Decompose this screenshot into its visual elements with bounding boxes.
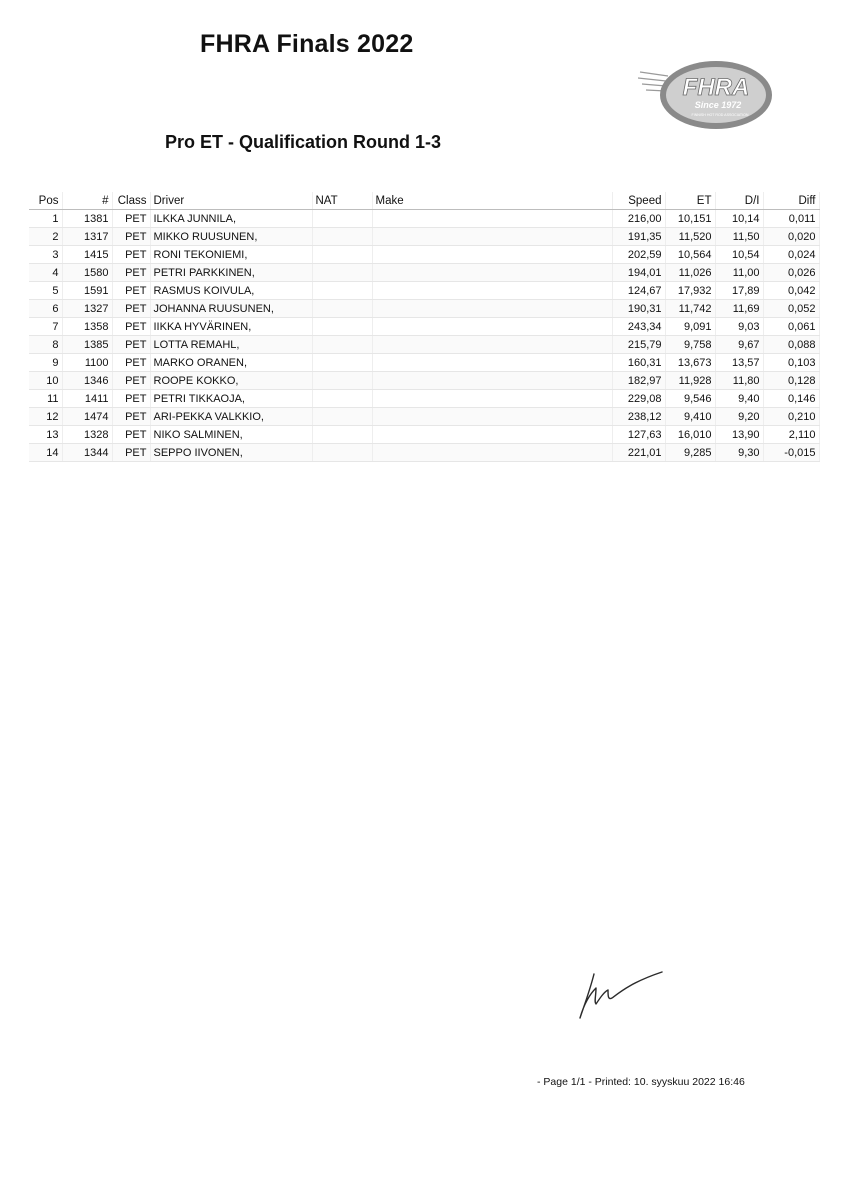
cell-driver: JOHANNA RUUSUNEN, [150, 300, 312, 318]
cell-make [372, 372, 612, 390]
fhra-logo-graphic [638, 58, 774, 132]
cell-driver: PETRI PARKKINEN, [150, 264, 312, 282]
cell-driver: LOTTA REMAHL, [150, 336, 312, 354]
cell-number: 1358 [62, 318, 112, 336]
cell-driver: SEPPO IIVONEN, [150, 444, 312, 462]
cell-di: 13,90 [715, 426, 763, 444]
cell-pos: 2 [29, 228, 62, 246]
cell-di: 13,57 [715, 354, 763, 372]
cell-pos: 14 [29, 444, 62, 462]
cell-pos: 8 [29, 336, 62, 354]
cell-diff: 0,024 [763, 246, 819, 264]
table-row [29, 390, 819, 408]
cell-class: PET [112, 318, 150, 336]
cell-nat [312, 318, 372, 336]
cell-pos: 13 [29, 426, 62, 444]
cell-pos: 5 [29, 282, 62, 300]
cell-make [372, 336, 612, 354]
cell-di: 11,69 [715, 300, 763, 318]
cell-class: PET [112, 246, 150, 264]
column-header-speed: Speed [612, 192, 665, 210]
cell-nat [312, 426, 372, 444]
cell-diff: 0,020 [763, 228, 819, 246]
results-table-body [29, 210, 819, 462]
cell-diff: 0,042 [763, 282, 819, 300]
table-row [29, 444, 819, 462]
table-row [29, 408, 819, 426]
cell-make [372, 408, 612, 426]
cell-et: 11,928 [665, 372, 715, 390]
cell-speed: 194,01 [612, 264, 665, 282]
column-header-diff: Diff [763, 192, 819, 210]
cell-speed: 221,01 [612, 444, 665, 462]
cell-nat [312, 354, 372, 372]
cell-driver: RASMUS KOIVULA, [150, 282, 312, 300]
cell-et: 11,742 [665, 300, 715, 318]
cell-diff: 0,128 [763, 372, 819, 390]
cell-driver: IIKKA HYVÄRINEN, [150, 318, 312, 336]
cell-driver: MARKO ORANEN, [150, 354, 312, 372]
cell-driver: ROOPE KOKKO, [150, 372, 312, 390]
cell-di: 9,40 [715, 390, 763, 408]
cell-diff: 0,146 [763, 390, 819, 408]
cell-nat [312, 210, 372, 228]
column-header-di: D/I [715, 192, 763, 210]
cell-nat [312, 300, 372, 318]
cell-pos: 4 [29, 264, 62, 282]
cell-pos: 3 [29, 246, 62, 264]
table-header-row [29, 192, 819, 210]
cell-class: PET [112, 426, 150, 444]
cell-et: 13,673 [665, 354, 715, 372]
cell-make [372, 300, 612, 318]
cell-make [372, 210, 612, 228]
cell-class: PET [112, 372, 150, 390]
table-row [29, 228, 819, 246]
cell-speed: 190,31 [612, 300, 665, 318]
cell-diff: 0,061 [763, 318, 819, 336]
cell-make [372, 246, 612, 264]
cell-et: 9,285 [665, 444, 715, 462]
table-row [29, 426, 819, 444]
cell-class: PET [112, 408, 150, 426]
cell-class: PET [112, 444, 150, 462]
cell-class: PET [112, 228, 150, 246]
cell-diff: 0,210 [763, 408, 819, 426]
cell-class: PET [112, 336, 150, 354]
cell-diff: 0,088 [763, 336, 819, 354]
table-row [29, 336, 819, 354]
cell-nat [312, 246, 372, 264]
logo-since-text: Since 1972 [694, 100, 742, 110]
cell-nat [312, 444, 372, 462]
cell-diff: 0,026 [763, 264, 819, 282]
cell-number: 1591 [62, 282, 112, 300]
cell-make [372, 426, 612, 444]
signature-graphic [574, 962, 670, 1026]
cell-speed: 243,34 [612, 318, 665, 336]
column-header-et: ET [665, 192, 715, 210]
cell-number: 1381 [62, 210, 112, 228]
cell-number: 1317 [62, 228, 112, 246]
cell-driver: ILKKA JUNNILA, [150, 210, 312, 228]
cell-speed: 182,97 [612, 372, 665, 390]
cell-diff: 0,103 [763, 354, 819, 372]
cell-di: 9,67 [715, 336, 763, 354]
cell-make [372, 444, 612, 462]
table-row [29, 246, 819, 264]
cell-diff: -0,015 [763, 444, 819, 462]
cell-number: 1346 [62, 372, 112, 390]
table-row [29, 300, 819, 318]
cell-number: 1344 [62, 444, 112, 462]
cell-speed: 238,12 [612, 408, 665, 426]
cell-speed: 124,67 [612, 282, 665, 300]
cell-speed: 202,59 [612, 246, 665, 264]
table-row [29, 210, 819, 228]
table-row [29, 354, 819, 372]
cell-di: 11,50 [715, 228, 763, 246]
cell-et: 10,151 [665, 210, 715, 228]
cell-make [372, 354, 612, 372]
cell-make [372, 228, 612, 246]
cell-et: 9,410 [665, 408, 715, 426]
cell-et: 17,932 [665, 282, 715, 300]
cell-di: 10,54 [715, 246, 763, 264]
cell-et: 11,026 [665, 264, 715, 282]
cell-speed: 216,00 [612, 210, 665, 228]
cell-nat [312, 390, 372, 408]
cell-make [372, 318, 612, 336]
cell-di: 17,89 [715, 282, 763, 300]
cell-diff: 2,110 [763, 426, 819, 444]
cell-di: 9,03 [715, 318, 763, 336]
cell-nat [312, 282, 372, 300]
cell-class: PET [112, 282, 150, 300]
column-header-pos: Pos [29, 192, 62, 210]
cell-speed: 215,79 [612, 336, 665, 354]
cell-driver: ARI-PEKKA VALKKIO, [150, 408, 312, 426]
cell-number: 1580 [62, 264, 112, 282]
cell-pos: 9 [29, 354, 62, 372]
cell-nat [312, 372, 372, 390]
cell-di: 9,30 [715, 444, 763, 462]
cell-di: 11,00 [715, 264, 763, 282]
cell-pos: 7 [29, 318, 62, 336]
column-header-driver: Driver [150, 192, 312, 210]
cell-speed: 160,31 [612, 354, 665, 372]
cell-make [372, 264, 612, 282]
cell-driver: RONI TEKONIEMI, [150, 246, 312, 264]
results-table [29, 192, 820, 462]
logo-association-text: FINNISH HOT ROD ASSOCIATION [691, 113, 749, 117]
page-title: FHRA Finals 2022 [200, 30, 414, 58]
cell-number: 1415 [62, 246, 112, 264]
cell-driver: MIKKO RUUSUNEN, [150, 228, 312, 246]
cell-make [372, 390, 612, 408]
cell-pos: 11 [29, 390, 62, 408]
cell-di: 10,14 [715, 210, 763, 228]
cell-et: 11,520 [665, 228, 715, 246]
table-row [29, 372, 819, 390]
cell-pos: 1 [29, 210, 62, 228]
cell-nat [312, 264, 372, 282]
column-header-nat: NAT [312, 192, 372, 210]
cell-et: 9,546 [665, 390, 715, 408]
cell-class: PET [112, 390, 150, 408]
handwritten-signature [574, 962, 670, 1026]
cell-number: 1474 [62, 408, 112, 426]
cell-speed: 127,63 [612, 426, 665, 444]
cell-pos: 10 [29, 372, 62, 390]
cell-et: 16,010 [665, 426, 715, 444]
cell-number: 1385 [62, 336, 112, 354]
cell-number: 1100 [62, 354, 112, 372]
table-row [29, 282, 819, 300]
cell-make [372, 282, 612, 300]
cell-et: 9,758 [665, 336, 715, 354]
table-row [29, 318, 819, 336]
cell-number: 1327 [62, 300, 112, 318]
cell-nat [312, 408, 372, 426]
logo-text: FHRA [682, 74, 750, 101]
cell-speed: 191,35 [612, 228, 665, 246]
cell-class: PET [112, 354, 150, 372]
column-header-number: # [62, 192, 112, 210]
cell-class: PET [112, 210, 150, 228]
page-footer: - Page 1/1 - Printed: 10. syyskuu 2022 16:46 [537, 1076, 745, 1088]
table-row [29, 264, 819, 282]
cell-pos: 12 [29, 408, 62, 426]
cell-driver: NIKO SALMINEN, [150, 426, 312, 444]
fhra-logo [638, 58, 774, 132]
cell-pos: 6 [29, 300, 62, 318]
cell-di: 9,20 [715, 408, 763, 426]
cell-number: 1328 [62, 426, 112, 444]
column-header-class: Class [112, 192, 150, 210]
cell-nat [312, 336, 372, 354]
cell-diff: 0,052 [763, 300, 819, 318]
cell-diff: 0,011 [763, 210, 819, 228]
cell-nat [312, 228, 372, 246]
cell-class: PET [112, 300, 150, 318]
cell-di: 11,80 [715, 372, 763, 390]
cell-class: PET [112, 264, 150, 282]
column-header-make: Make [372, 192, 612, 210]
cell-speed: 229,08 [612, 390, 665, 408]
cell-et: 10,564 [665, 246, 715, 264]
page-subtitle: Pro ET - Qualification Round 1-3 [165, 132, 442, 152]
cell-number: 1411 [62, 390, 112, 408]
cell-et: 9,091 [665, 318, 715, 336]
cell-driver: PETRI TIKKAOJA, [150, 390, 312, 408]
